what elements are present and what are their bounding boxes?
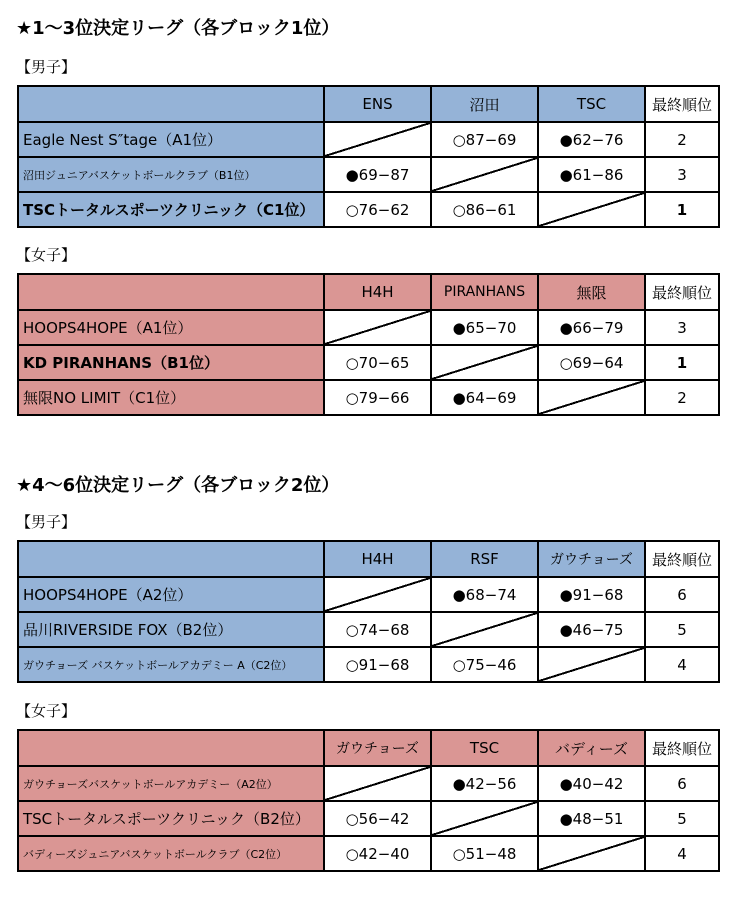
score-cell: ●42−56 [431, 766, 538, 801]
final-rank: 3 [645, 157, 719, 192]
score-cell: ○74−68 [324, 612, 431, 647]
table-row [18, 577, 719, 612]
final-rank: 4 [645, 836, 719, 871]
final-rank: 1 [645, 192, 719, 227]
column-header-team: H4H [324, 274, 431, 310]
score-cell: ○76−62 [324, 192, 431, 227]
self-match-cell [431, 345, 538, 380]
team-name: 品川RIVERSIDE FOX（B2位） [18, 612, 324, 647]
team-name: ガウチョーズ バスケットボールアカデミー A（C2位） [18, 647, 324, 682]
score-cell: ●66−79 [538, 310, 645, 345]
column-header-team: ガウチョーズ [324, 730, 431, 766]
final-rank: 1 [645, 345, 719, 380]
score-cell: ●69−87 [324, 157, 431, 192]
final-rank: 5 [645, 612, 719, 647]
self-match-cell [324, 310, 431, 345]
final-rank: 6 [645, 577, 719, 612]
group-label-girls: 【女子】 [16, 702, 77, 720]
column-header-team: バディーズ [538, 730, 645, 766]
column-header-rank: 最終順位 [645, 730, 719, 766]
table-row [18, 766, 719, 801]
final-rank: 3 [645, 310, 719, 345]
league-table-1-3-boys [17, 85, 720, 228]
team-name: KD PIRANHANS（B1位） [18, 345, 324, 380]
team-name: 沼田ジュニアバスケットボールクラブ（B1位） [18, 157, 324, 192]
self-match-cell [324, 766, 431, 801]
score-cell: ○69−64 [538, 345, 645, 380]
final-rank: 5 [645, 801, 719, 836]
self-match-cell [538, 192, 645, 227]
score-cell: ○79−66 [324, 380, 431, 415]
column-header-rank: 最終順位 [645, 274, 719, 310]
table-row [18, 345, 719, 380]
score-cell: ○91−68 [324, 647, 431, 682]
section-title-1-3: ★1～3位決定リーグ（各ブロック1位） [16, 18, 340, 39]
self-match-cell [324, 577, 431, 612]
score-cell: ●64−69 [431, 380, 538, 415]
score-cell: ●46−75 [538, 612, 645, 647]
table-row [18, 192, 719, 227]
score-cell: ●91−68 [538, 577, 645, 612]
table-row [18, 157, 719, 192]
corner-cell [18, 86, 324, 122]
score-cell: ○56−42 [324, 801, 431, 836]
score-cell: ●68−74 [431, 577, 538, 612]
table-header-row [18, 730, 719, 766]
score-cell: ●62−76 [538, 122, 645, 157]
column-header-rank: 最終順位 [645, 541, 719, 577]
self-match-cell [431, 157, 538, 192]
table-row [18, 801, 719, 836]
column-header-team: TSC [538, 86, 645, 122]
table-header-row [18, 541, 719, 577]
self-match-cell [538, 380, 645, 415]
self-match-cell [538, 836, 645, 871]
column-header-team: 沼田 [431, 86, 538, 122]
score-cell: ○75−46 [431, 647, 538, 682]
self-match-cell [431, 801, 538, 836]
team-name: 無限NO LIMIT（C1位） [18, 380, 324, 415]
team-name: TSCトータルスポーツクリニック（C1位） [18, 192, 324, 227]
corner-cell [18, 730, 324, 766]
score-cell: ●65−70 [431, 310, 538, 345]
league-table-4-6-boys [17, 540, 720, 683]
table-row [18, 647, 719, 682]
column-header-team: PIRANHANS [431, 274, 538, 310]
self-match-cell [538, 647, 645, 682]
column-header-team: TSC [431, 730, 538, 766]
table-row [18, 310, 719, 345]
group-label-boys: 【男子】 [16, 513, 77, 531]
group-label-boys: 【男子】 [16, 58, 77, 76]
section-title-4-6: ★4～6位決定リーグ（各ブロック2位） [16, 475, 340, 496]
final-rank: 4 [645, 647, 719, 682]
score-cell: ○87−69 [431, 122, 538, 157]
column-header-rank: 最終順位 [645, 86, 719, 122]
score-cell: ○51−48 [431, 836, 538, 871]
column-header-team: 無限 [538, 274, 645, 310]
column-header-team: H4H [324, 541, 431, 577]
self-match-cell [431, 612, 538, 647]
league-table-4-6-girls [17, 729, 720, 872]
score-cell: ○86−61 [431, 192, 538, 227]
table-row [18, 380, 719, 415]
team-name: バディーズジュニアバスケットボールクラブ（C2位） [18, 836, 324, 871]
group-label-girls: 【女子】 [16, 246, 77, 264]
score-cell: ○42−40 [324, 836, 431, 871]
table-header-row [18, 274, 719, 310]
corner-cell [18, 274, 324, 310]
table-row [18, 612, 719, 647]
score-cell: ●48−51 [538, 801, 645, 836]
team-name: ガウチョーズバスケットボールアカデミー（A2位） [18, 766, 324, 801]
column-header-team: ENS [324, 86, 431, 122]
self-match-cell [324, 122, 431, 157]
table-row [18, 836, 719, 871]
column-header-team: RSF [431, 541, 538, 577]
team-name: HOOPS4HOPE（A1位） [18, 310, 324, 345]
final-rank: 2 [645, 122, 719, 157]
team-name: TSCトータルスポーツクリニック（B2位） [18, 801, 324, 836]
score-cell: ●61−86 [538, 157, 645, 192]
score-cell: ○70−65 [324, 345, 431, 380]
column-header-team: ガウチョーズ [538, 541, 645, 577]
final-rank: 6 [645, 766, 719, 801]
score-cell: ●40−42 [538, 766, 645, 801]
league-table-1-3-girls [17, 273, 720, 416]
corner-cell [18, 541, 324, 577]
table-row [18, 122, 719, 157]
team-name: HOOPS4HOPE（A2位） [18, 577, 324, 612]
table-header-row [18, 86, 719, 122]
team-name: Eagle Nest S″tage（A1位） [18, 122, 324, 157]
final-rank: 2 [645, 380, 719, 415]
